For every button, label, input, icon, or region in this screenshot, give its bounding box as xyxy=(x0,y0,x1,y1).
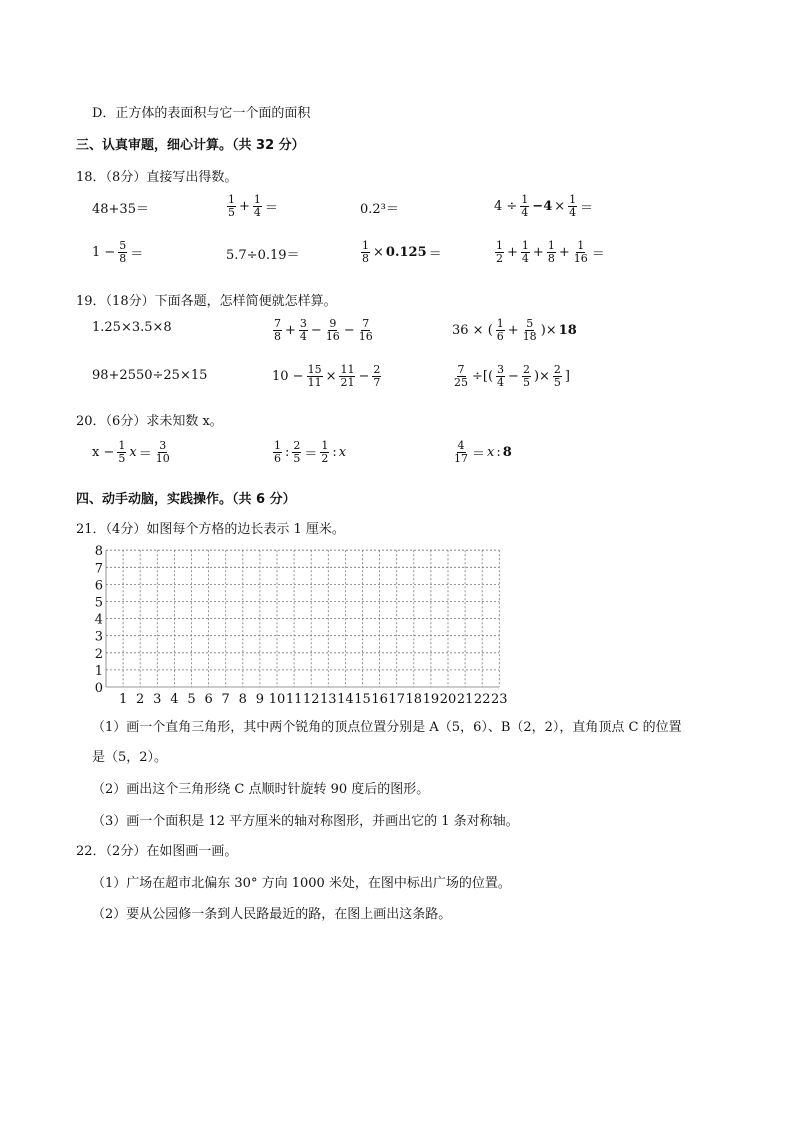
x-tick-label: 19 xyxy=(422,692,440,707)
x-tick-label: 4 xyxy=(170,692,179,707)
q21-sub1-a: （1）画一个直角三角形，其中两个锐角的顶点位置分别是 A（5，6）、B（2，2），直角顶点 C 的位置 xyxy=(92,720,682,735)
y-tick-label: 2 xyxy=(94,646,103,662)
x-tick-label: 1 xyxy=(118,692,128,707)
y-tick-label: 1 xyxy=(94,663,103,679)
grid-lines xyxy=(106,550,499,687)
x-tick-label: 3 xyxy=(153,692,162,707)
option-d: D．正方体的表面积与它一个面的面积 xyxy=(92,106,311,121)
x-tick-label: 22 xyxy=(473,692,491,707)
y-tick-label: 3 xyxy=(94,629,103,645)
y-tick-label: 6 xyxy=(94,578,103,594)
q19-item-4: 98+2550÷25×15 xyxy=(92,368,208,383)
y-tick-label: 0 xyxy=(94,681,103,696)
q19-item-3: 36 × ( $\frac{1}{6}$ + $\frac{5}{18}$ )× 18 xyxy=(452,317,577,343)
y-tick-label: 4 xyxy=(94,612,103,628)
q19-item-2: $\frac{7}{8}$ + $\frac{3}{4}$ − $\frac{9}{16}$ − $\frac{7}{16}$ xyxy=(274,317,373,343)
y-tick-label: 7 xyxy=(94,561,103,577)
q21-sub2: （2）画出这个三角形绕 C 点顺时针旋转 90 度后的图形。 xyxy=(92,782,430,797)
x-tick-label: 16 xyxy=(371,692,388,707)
q20-item-2: $\frac{1}{6}$ : $\frac{2}{5}$ ＝ $\frac{1}{2}$ : x xyxy=(274,439,347,465)
x-tick-label: 21 xyxy=(456,692,474,707)
x-tick-label: 18 xyxy=(405,692,423,707)
q18-item-5: 1 − $\frac{5}{8}$ ＝ xyxy=(92,239,144,265)
x-tick-label: 20 xyxy=(439,692,457,707)
q21-sub1-b: 是（5，2）。 xyxy=(92,750,168,765)
x-tick-label: 8 xyxy=(238,692,247,707)
x-tick-label: 9 xyxy=(255,692,265,707)
x-tick-label: 11 xyxy=(285,692,303,707)
q20-stem: 20．（6分）求未知数 x。 xyxy=(76,414,223,429)
q18-item-1: 48+35＝ xyxy=(92,202,149,217)
x-tick-label: 23 xyxy=(491,692,508,707)
q21-sub3: （3）画一个面积是 12 平方厘米的轴对称图形，并画出它的 1 条对称轴。 xyxy=(92,814,519,829)
q18-item-3: 0.2³＝ xyxy=(360,202,399,217)
section-4-title: 四、动手动脑，实践操作。（共 6 分） xyxy=(76,492,296,507)
x-tick-label: 2 xyxy=(136,692,145,707)
x-tick-label: 7 xyxy=(221,692,230,707)
q19-item-1: 1.25×3.5×8 xyxy=(92,320,172,335)
q20-item-1: x − $\frac{1}{5}$ x ＝ $\frac{3}{10}$ xyxy=(92,439,170,465)
y-tick-label: 8 xyxy=(94,544,103,560)
q18-item-8: $\frac{1}{2}$ + $\frac{1}{4}$ + $\frac{1}{8}$ + $\frac{1}{16}$ ＝ xyxy=(496,239,605,265)
x-tick-label: 13 xyxy=(320,692,337,707)
grid-labels xyxy=(95,544,508,707)
q21-stem: 21．（4分）如图每个方格的边长表示 1 厘米。 xyxy=(76,522,345,537)
q18-item-6: 5.7÷0.19＝ xyxy=(226,248,300,263)
coordinate-grid[interactable] xyxy=(86,540,516,708)
q18-item-2: $\frac{1}{5}$ + $\frac{1}{4}$ ＝ xyxy=(228,193,278,219)
q18-item-7: $\frac{1}{8}$ × 0.125 ＝ xyxy=(362,239,442,265)
q19-item-6: $\frac{7}{25}$ ÷[( $\frac{3}{4}$ − $\frac{2}{5}$ )× $\frac{2}{5}$ ] xyxy=(454,363,570,389)
q18-item-4: 4 ÷ $\frac{1}{4}$ −4 × $\frac{1}{4}$ ＝ xyxy=(494,193,594,219)
q22-stem: 22．（2分）在如图画一画。 xyxy=(76,844,238,859)
q19-item-5: 10 − $\frac{15}{11}$ × $\frac{11}{21}$ − $\frac{2}{7}$ xyxy=(272,363,381,389)
x-tick-label: 15 xyxy=(354,692,371,707)
x-tick-label: 12 xyxy=(302,692,320,707)
x-tick-label: 10 xyxy=(268,692,286,707)
q22-sub2: （2）要从公园修一条到人民路最近的路，在图上画出这条路。 xyxy=(92,907,452,922)
x-tick-label: 17 xyxy=(388,692,405,707)
section-3-title: 三、认真审题，细心计算。（共 32 分） xyxy=(76,138,305,153)
x-tick-label: 5 xyxy=(187,692,196,707)
x-tick-label: 6 xyxy=(204,692,213,707)
y-tick-label: 5 xyxy=(94,595,103,611)
q20-item-3: $\frac{4}{17}$ ＝ x : 8 xyxy=(454,439,512,465)
q18-stem: 18．（8分）直接写出得数。 xyxy=(76,170,238,185)
q19-stem: 19．（18分）下面各题，怎样简便就怎样算。 xyxy=(76,294,337,309)
x-tick-label: 14 xyxy=(337,692,354,707)
q22-sub1: （1）广场在超市北偏东 30° 方向 1000 米处，在图中标出广场的位置。 xyxy=(92,876,511,891)
